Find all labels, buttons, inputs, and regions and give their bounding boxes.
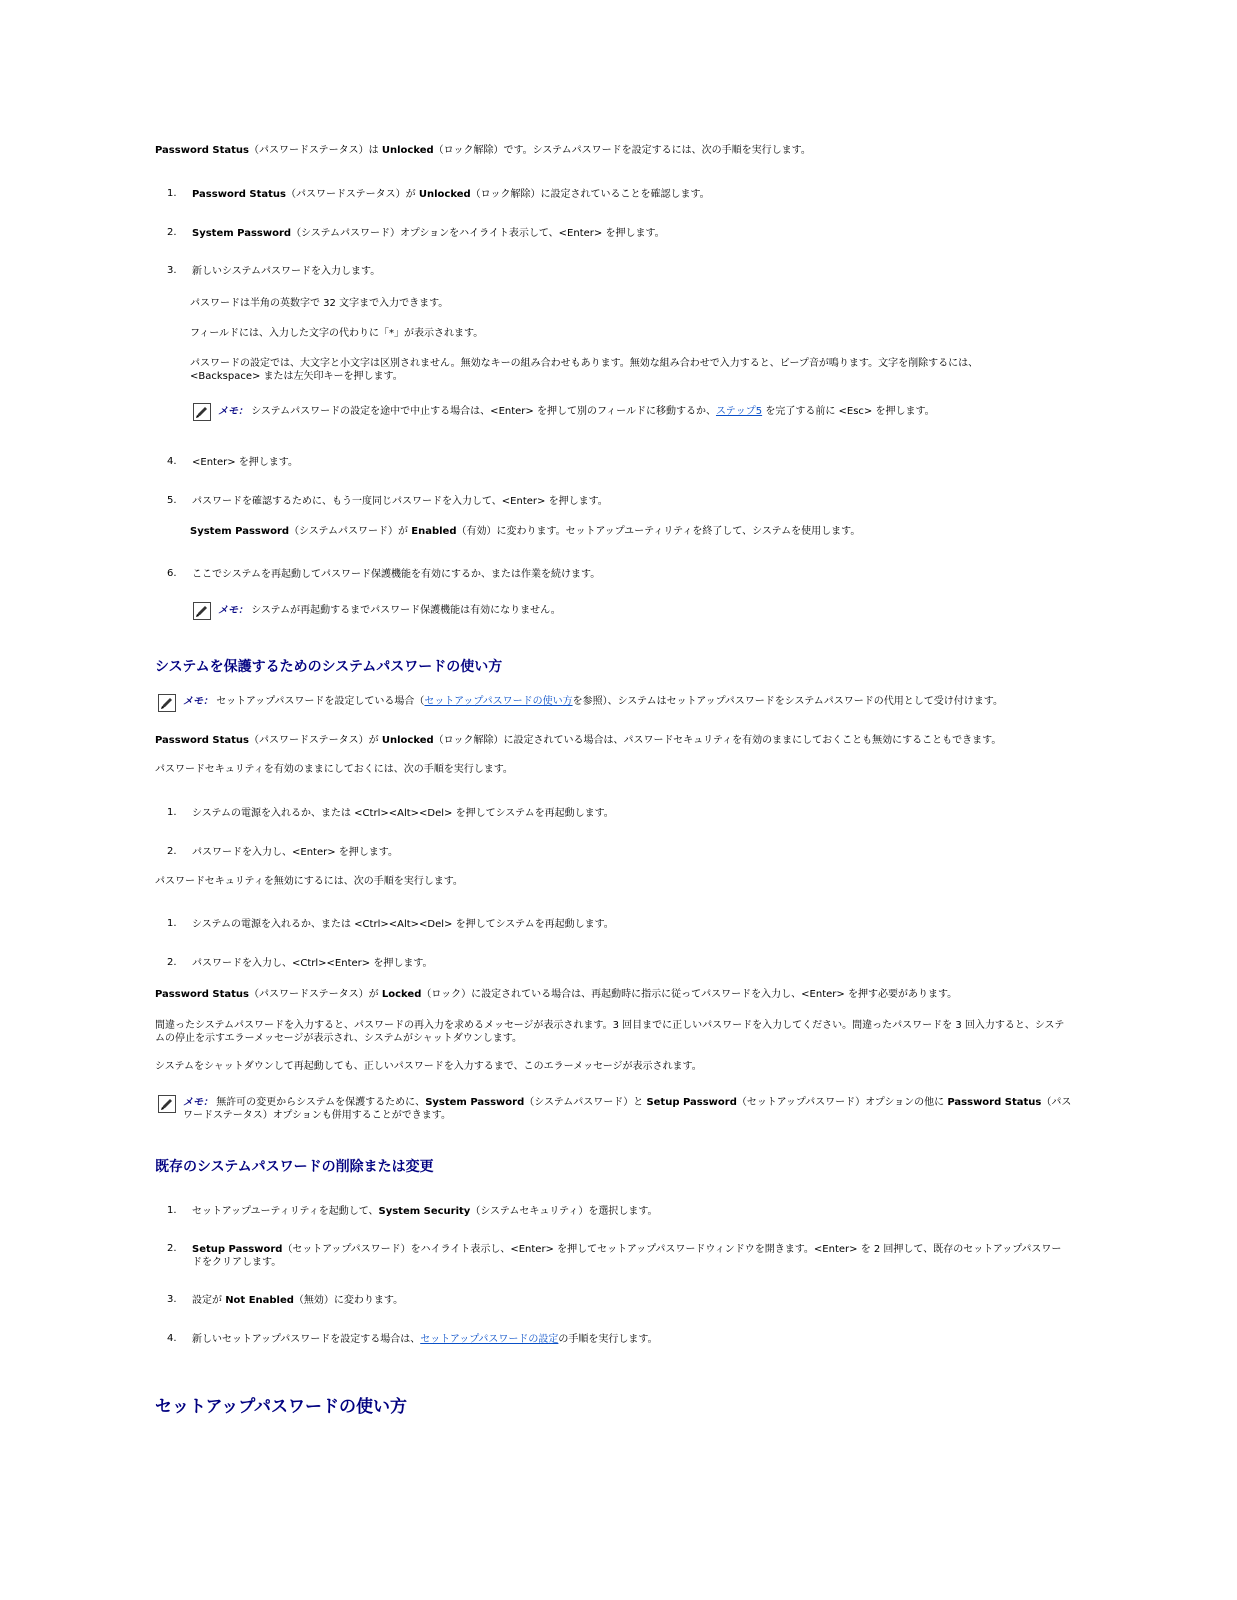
setup-password-usage-link[interactable]: セットアップパスワードの使い方 [424,696,573,707]
paragraph: Password Status（パスワードステータス）が Unlocked（ロック解除）に設定されている場合は、パスワードセキュリティを有効のままにしておくことも無効にすることもできます。 [155,735,1002,746]
step-result: System Password（システムパスワード）が Enabled（有効）に変わります。セットアップユーティリティを終了して、システムを使用します。 [190,526,861,537]
paragraph: パスワードセキュリティを無効にするには、次の手順を実行します。 [155,876,463,887]
paragraph: 間違ったシステムパスワードを入力すると、パスワードの再入力を求めるメッセージが表示されます。3 回目までに正しいパスワードを入力してください。間違ったパスワードを 3 回入力すると、システムの停止を示すエラーメッセージが表示され、システムがシャットダウンします。 [155,1020,1065,1044]
step-note: パスワードは半角の英数字で 32 文字まで入力できます。 [190,298,449,309]
step-number: 2. [167,846,177,857]
step-number: 5. [167,495,177,506]
step-number: 1. [167,1205,177,1216]
list-item: Password Status（パスワードステータス）が Unlocked（ロック解除）に設定されていることを確認します。 [192,189,710,200]
intro-paragraph: Password Status（パスワードステータス）は Unlocked（ロック解除）です。システムパスワードを設定するには、次の手順を実行します。 [155,145,811,156]
list-item: 新しいシステムパスワードを入力します。 [192,266,381,277]
step-number: 3. [167,1294,177,1305]
list-item: <Enter> を押します。 [192,457,298,468]
setup-password-setting-link[interactable]: セットアップパスワードの設定 [420,1334,559,1345]
note-pencil-icon [158,1095,176,1113]
section-heading: セットアップパスワードの使い方 [155,1397,407,1417]
memo-note: メモ： セットアップパスワードを設定している場合（セットアップパスワードの使い方を参照）、システムはセットアップパスワードをシステムパスワードの代用として受け付けます。 [183,696,1003,707]
list-item: Setup Password（セットアップパスワード）をハイライト表示し、<Enter> を押してセットアップパスワードウィンドウを開きます。<Enter> を 2 回押して、既存のセットアップパスワードをクリアします。 [192,1244,1062,1268]
list-item: 設定が Not Enabled（無効）に変わります。 [192,1295,404,1306]
step-number: 2. [167,1243,177,1254]
paragraph: パスワードセキュリティを有効のままにしておくには、次の手順を実行します。 [155,764,513,775]
step-number: 1. [167,918,177,929]
step-number: 4. [167,456,177,467]
step-number: 2. [167,957,177,968]
section-heading: システムを保護するためのシステムパスワードの使い方 [155,659,503,675]
list-item: パスワードを入力し、<Ctrl><Enter> を押します。 [192,958,433,969]
list-item: システムの電源を入れるか、または <Ctrl><Alt><Del> を押してシステムを再起動します。 [192,808,614,819]
section-heading: 既存のシステムパスワードの削除または変更 [155,1159,434,1175]
list-item: System Password（システムパスワード）オプションをハイライト表示して、<Enter> を押します。 [192,228,665,239]
memo-note: メモ： システムパスワードの設定を途中で中止する場合は、<Enter> を押して別のフィールドに移動するか、ステップ5 を完了する前に <Esc> を押します。 [218,406,935,417]
list-item: ここでシステムを再起動してパスワード保護機能を有効にするか、または作業を続けます。 [192,569,601,580]
step-number: 4. [167,1333,177,1344]
list-item: 新しいセットアップパスワードを設定する場合は、セットアップパスワードの設定の手順を実行します。 [192,1334,658,1345]
list-item: システムの電源を入れるか、または <Ctrl><Alt><Del> を押してシステムを再起動します。 [192,919,614,930]
step-number: 6. [167,568,177,579]
step-number: 1. [167,807,177,818]
paragraph: システムをシャットダウンして再起動しても、正しいパスワードを入力するまで、このエラーメッセージが表示されます。 [155,1061,702,1072]
paragraph: Password Status（パスワードステータス）が Locked（ロック）に設定されている場合は、再起動時に指示に従ってパスワードを入力し、<Enter> を押す必要があります。 [155,989,958,1000]
memo-note: メモ： システムが再起動するまでパスワード保護機能は有効になりません。 [218,605,561,616]
list-item: セットアップユーティリティを起動して、System Security（システムセキュリティ）を選択します。 [192,1206,658,1217]
list-item: パスワードを確認するために、もう一度同じパスワードを入力して、<Enter> を押します。 [192,496,608,507]
list-item: パスワードを入力し、<Enter> を押します。 [192,847,398,858]
step-note: パスワードの設定では、大文字と小文字は区別されません。無効なキーの組み合わせもあります。無効な組み合わせで入力すると、ビープ音が鳴ります。文字を削除するには、<Backspace> または左矢印キーを押します。 [190,358,979,382]
step-number: 1. [167,188,177,199]
note-pencil-icon [193,602,211,620]
memo-note: メモ： 無許可の変更からシステムを保護するために、System Password（システムパスワード）と Setup Password（セットアップパスワード）オプションの他に Password Status（パスワードステータス）オプションも併用することができます。 [183,1097,1072,1121]
step-note: フィールドには、入力した文字の代わりに「*」が表示されます。 [190,328,484,339]
step5-link[interactable]: ステップ5 [715,406,763,417]
step-number: 2. [167,227,177,238]
step-number: 3. [167,265,177,276]
note-pencil-icon [193,403,211,421]
note-pencil-icon [158,694,176,712]
